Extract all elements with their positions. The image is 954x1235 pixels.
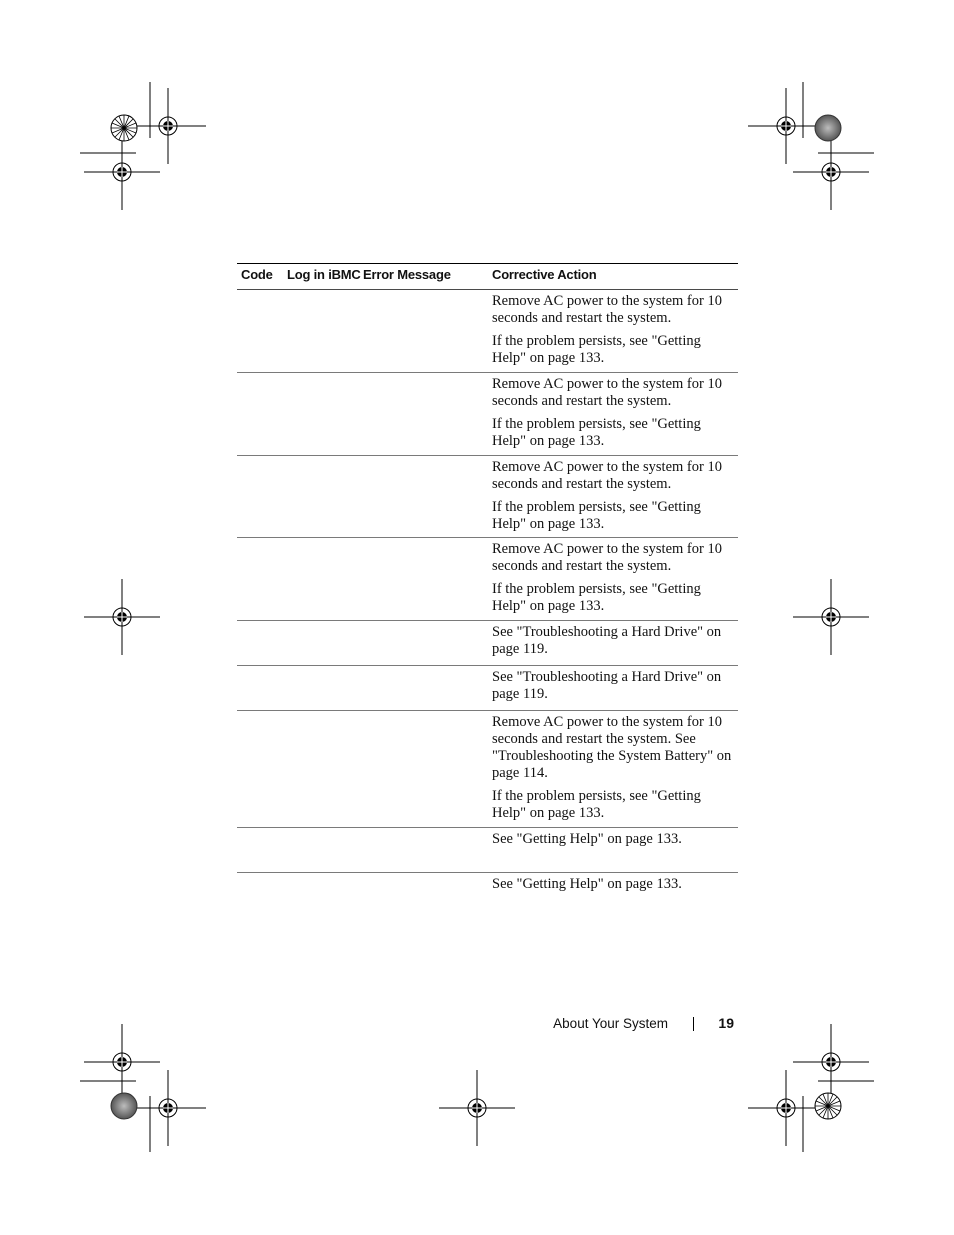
crosshair-icon	[748, 88, 824, 164]
table-row	[237, 873, 738, 903]
table-header	[237, 263, 738, 290]
corrective-action-cell	[492, 541, 736, 615]
crosshair-icon	[84, 1024, 160, 1100]
table-row	[237, 373, 738, 456]
crosshair-icon	[130, 88, 206, 164]
action-paragraph: Remove AC power to the system for 10 seconds and restart the system.	[492, 293, 722, 326]
starburst-icon	[815, 1093, 841, 1119]
corrective-action-cell	[492, 876, 736, 893]
gray-dot-icon	[111, 1093, 137, 1119]
footer-divider	[693, 1017, 694, 1031]
crosshair-icon	[130, 1070, 206, 1146]
action-paragraph: Remove AC power to the system for 10 seconds and restart the system.	[492, 459, 722, 492]
corrective-action-cell	[492, 459, 736, 533]
crosshair-icon	[793, 134, 869, 210]
crosshair-icon	[84, 134, 160, 210]
table-row	[237, 711, 738, 828]
page-number: 19	[718, 1015, 734, 1031]
action-paragraph: Remove AC power to the system for 10 seconds and restart the system. See "Troubleshooting the System Battery" on page 114.	[492, 714, 732, 781]
page-footer	[540, 1014, 740, 1034]
header-code: Code	[241, 267, 273, 282]
table-row	[237, 666, 738, 711]
corrective-action-cell	[492, 714, 736, 822]
action-paragraph: See "Troubleshooting a Hard Drive" on page 119.	[492, 624, 722, 657]
error-codes-table	[237, 263, 738, 903]
table-row	[237, 828, 738, 873]
action-paragraph: If the problem persists, see "Getting Help" on page 133.	[492, 581, 701, 614]
header-log-in-ibmc: Log in iBMC	[287, 267, 361, 282]
corrective-action-cell	[492, 293, 736, 367]
action-paragraph: See "Getting Help" on page 133.	[492, 876, 682, 892]
corrective-action-cell	[492, 669, 736, 703]
footer-section-title: About Your System	[553, 1016, 668, 1031]
corrective-action-cell	[492, 376, 736, 450]
table-row	[237, 290, 738, 373]
action-paragraph: See "Getting Help" on page 133.	[492, 831, 682, 847]
action-paragraph: If the problem persists, see "Getting Help" on page 133.	[492, 333, 701, 366]
crosshair-icon	[439, 1070, 515, 1146]
action-paragraph: Remove AC power to the system for 10 seconds and restart the system.	[492, 541, 722, 574]
table-row	[237, 456, 738, 538]
crosshair-icon	[84, 579, 160, 655]
starburst-icon	[111, 115, 137, 141]
crosshair-icon	[748, 1070, 824, 1146]
action-paragraph: See "Troubleshooting a Hard Drive" on page 119.	[492, 669, 722, 702]
table-row	[237, 621, 738, 666]
crosshair-icon	[793, 1024, 869, 1100]
action-paragraph: Remove AC power to the system for 10 seconds and restart the system.	[492, 376, 722, 409]
crosshair-icon	[793, 579, 869, 655]
gray-dot-icon	[815, 115, 841, 141]
corrective-action-cell	[492, 624, 736, 658]
header-error-message: Error Message	[363, 267, 451, 282]
header-corrective-action: Corrective Action	[492, 267, 597, 282]
action-paragraph: If the problem persists, see "Getting Help" on page 133.	[492, 416, 701, 449]
table-row	[237, 538, 738, 621]
action-paragraph: If the problem persists, see "Getting Help" on page 133.	[492, 499, 701, 532]
corrective-action-cell	[492, 831, 736, 848]
action-paragraph: If the problem persists, see "Getting Help" on page 133.	[492, 788, 701, 821]
